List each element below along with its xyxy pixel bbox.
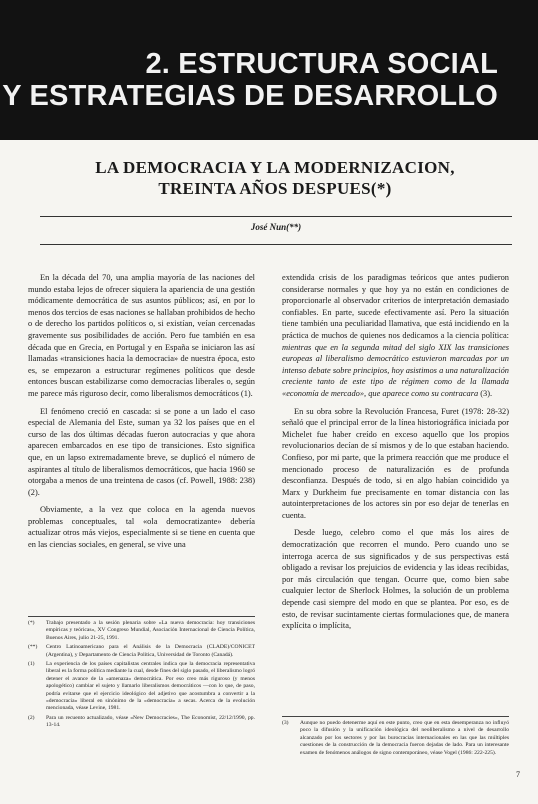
footnotes-left: [28, 620, 255, 732]
footnote-mark: (1): [28, 661, 35, 668]
title-rule-bottom: [40, 244, 512, 245]
paragraph: En la década del 70, una amplia mayoría de las naciones del mundo estaba lejos de ofrecer siquiera la apariencia de una gestión módicamente democrática de sus asuntos públicos; así, en por lo menos dos tercios de esas naciones se hallaban prohibidos de hecho o de derecho los partidos políticos o, si existían, veían cercenadas gravemente sus posibilidades de acción. Pero fue también en esa década que en Grecia, en Portugal y en España se iniciaron las así llamadas «transiciones hacia la democracia» de nuestra época, esto es, se empezaron a estructurar regímenes políticos que desde entonces buscan estabilizarse como democracias liberales o, según me parece más riguroso decir, como liberalismos democráticos (1).: [28, 273, 255, 398]
footnote-text: La experiencia de los países capitalistas centrales indica que la democracia representativa liberal es la forma política mediante la cual, desde fines del siglo pasado, el liberalismo logró detener el avance de la «amenaza» democrática. Por eso creo más riguroso (y menos apologético) cambiar el sujeto y llamarlo liberalismos democráticos —con lo que, de paso, podría evitarse que el ejercicio ideológico del adjetivo que acostumbra a convertir a la «democracia» liberal en sinónimo de la «democracia» a secas. Acerca de la evolución mencionada, véase Levine, 1981.: [46, 661, 255, 712]
footnote-rule-left: [28, 616, 255, 617]
title-rule-top: [40, 216, 512, 217]
footnote: [28, 644, 255, 659]
footnote-mark: (**): [28, 644, 38, 651]
footnote: [28, 715, 255, 730]
section-heading-line-1: 2. ESTRUCTURA SOCIAL: [145, 48, 498, 80]
footnote: [28, 661, 255, 713]
footnote-text: Trabajo presentado a la sesión plenaria sobre «La nueva democracia: hoy transiciones empíricas y teóricas», XV Congreso Mundial, Asociación Internacional de Ciencia Política, Buenos Aires, julio 21-25, 1991.: [46, 620, 255, 641]
footnote-text: Para un recuento actualizado, véase «New Democracies», The Economist, 22/12/1990, pp. 13-14.: [46, 714, 255, 729]
page-number: 7: [516, 770, 520, 779]
paragraph-text: extendida crisis de los paradigmas teóricos que antes pudieron considerarse normales y que hoy ya no están en condiciones de proporcionarle al observador criterios de interpretación demasiado confiables. En parte, sucede efectivamente así. Pero la situación tiene también una peculiaridad llamativa, que está incidiendo en la práctica de muchos de quienes nos dedicamos a la ciencia política:: [282, 273, 509, 340]
footnote-mark: (2): [28, 714, 35, 721]
paragraph-text: (3).: [478, 388, 493, 398]
section-heading-line-2: Y ESTRATEGIAS DE DESARROLLO: [2, 80, 498, 112]
footnotes-right: [282, 720, 509, 759]
paragraph: [282, 272, 509, 400]
footnote-text: Centro Latinoamericano para el Análisis de la Democracia (CLADE)/CONICET (Argentina), y Departamento de Ciencia Política, Universidad de Toronto (Canadá).: [46, 644, 255, 658]
article-title-line-1: LA DEMOCRACIA Y LA MODERNIZACION,: [95, 158, 455, 177]
section-banner: [0, 0, 538, 140]
body-column-left: [28, 272, 255, 557]
footnote-rule-right: [282, 716, 509, 717]
footnote-mark: (*): [28, 620, 35, 626]
paragraph: Obviamente, a la vez que coloca en la agenda nuevos problemas conceptuales, tal «ola democratizante» debería actualizar otros más viejos, especialmente si se tiene en cuenta que en las ciencias sociales, en general, se vive una: [28, 505, 255, 550]
paragraph-emphasis: mientras que en la segunda mitad del siglo XIX las transiciones europeas al liberalismo democrático estuvieron marcadas por un intenso debate sobre principios, hoy asistimos a una naturalización creciente tanto de este tipo de régimen como de la llamada «economía de mercado», que aparece como su contracara: [282, 342, 509, 398]
paragraph: Desde luego, celebro como el que más los aires de democratización que recorren el mundo. Pero cuando uno se interroga acerca de sus significados y de sus perspectivas está obligado a revisar los prejuicios de evidencia y las ideas recibidas, por más circulación que tengan. Ocurre que, como bien sabe cualquier lector de Sherlock Holmes, la solución de un problema depende casi siempre del modo en que se plantea. Por eso, es de esto, de revisar sucintamente ciertas formulaciones que, de manera explícita o implícita,: [282, 528, 509, 631]
body-column-right: [282, 272, 509, 638]
footnote: [28, 620, 255, 642]
footnote-mark: (3): [282, 720, 289, 726]
footnote-text: Aunque no puedo detenerme aquí en este punto, creo que en esta desemperanza no influyó poco la difusión y la unificación ideológica del neoliberalismo a nivel de desarrollo alcanzado por los sectores y por las burocracias internacionales en las que las múltiples cuestiones de la construcción de la democracia fueron dejadas de lado. Para un interesante examen de fenómenos análogos de signo contemporáneo, véase Vogel (1986: 222-225).: [300, 720, 509, 756]
paragraph: El fenómeno creció en cascada: si se pone a un lado el caso especial de Alemania del Este, suman ya 32 los países que en el curso de las dos últimas décadas fueron autocracias y que ahora aparecen embarcados en ese tipo de transiciones. Esto significa que, en un lapso extremadamente breve, se duplicó el número de aspirantes al título de liberalismos democráticos, que hacia 1960 se otorgaba a menos de una treintena de casos (cf. Powell, 1988: 238) (2).: [28, 406, 255, 497]
footnote: [282, 720, 509, 757]
article-author: José Nun(**): [250, 222, 302, 232]
paragraph: En su obra sobre la Revolución Francesa, Furet (1978: 28-32) señaló que el principal error de la línea historiográfica iniciada por Michelet fue haber creído en exceso aquello que los propios revolucionarios decían de sí mismos y de lo que estaban haciendo. Confieso, por mi parte, que la primera reacción que me produce el mencionado proceso de naturalización es de profunda desconfianza. Después de todo, si en algo habían coincidido ya Marx y Durkheim fue precisamente en tomar distancia con las autointerpretaciones de los actores sin por eso dejar de tenerlas en cuenta.: [282, 406, 509, 520]
article-title-line-2: TREINTA AÑOS DESPUES(*): [158, 179, 392, 198]
